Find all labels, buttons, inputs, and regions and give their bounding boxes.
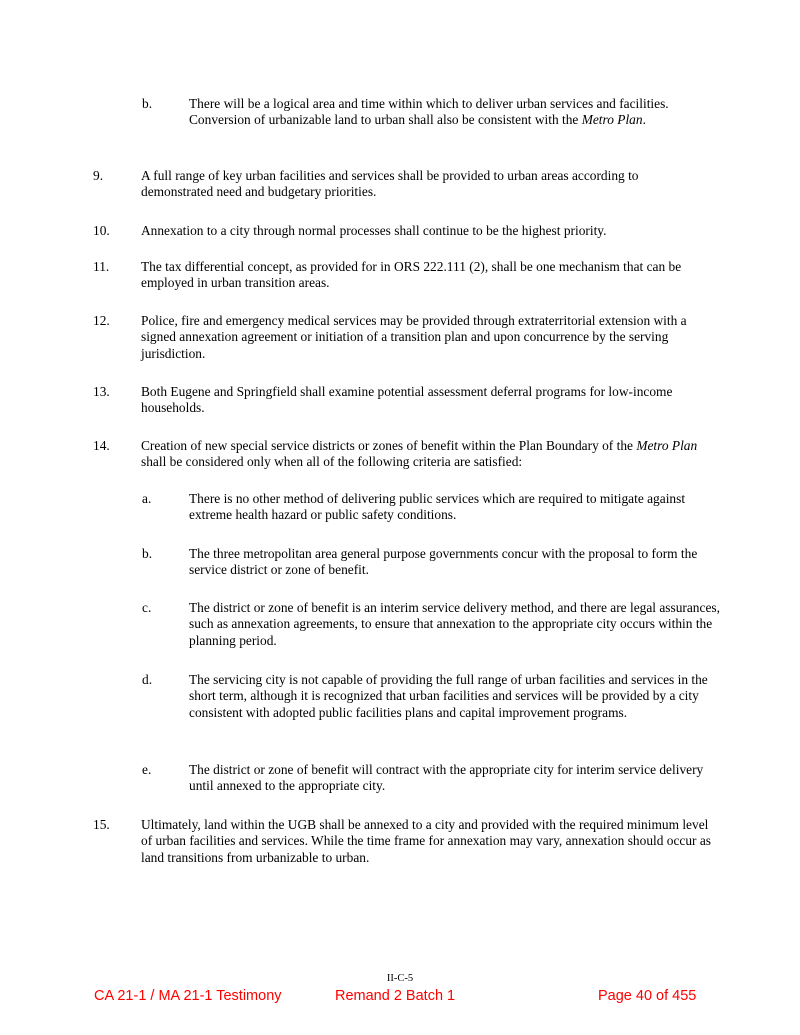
item-number: b. [142, 546, 153, 561]
item-text: The district or zone of benefit will contract with the appropriate city for interim service delivery until annexed to the appropriate city. [189, 762, 704, 794]
item-text: Creation of new special service districts or zones of benefit within the Plan Boundary of the Metro Plan shall be considered only when all of the following criteria are satisfied: [141, 438, 698, 470]
item-number: b. [142, 96, 153, 111]
item-text: There will be a logical area and time within which to deliver urban services and facilities. Conversion of urbanizable land to urban shall also be consistent with the Metro Plan. [189, 96, 669, 128]
item-text: The servicing city is not capable of providing the full range of urban facilities and services in the short term, although it is recognized that urban facilities and services will be provided by a city consistent with adopted public facilities plans and capital improvement programs. [189, 672, 708, 720]
item-text: Annexation to a city through normal processes shall continue to be the highest priority. [141, 223, 607, 238]
item-number: 9. [93, 168, 104, 183]
item-text: Ultimately, land within the UGB shall be annexed to a city and provided with the required minimum level of urban facilities and services. While the time frame for annexation may vary, annexation should occur as land transitions from urbanizable to urban. [141, 817, 712, 865]
item-text: Both Eugene and Springfield shall examine potential assessment deferral programs for low-income households. [141, 384, 673, 416]
item-number: 13. [93, 384, 110, 399]
metro-plan-italic: Metro Plan [636, 438, 698, 453]
item-number: 10. [93, 223, 110, 238]
item-text: A full range of key urban facilities and services shall be provided to urban areas according to demonstrated need and budgetary priorities. [141, 168, 639, 200]
item-text: The three metropolitan area general purpose governments concur with the proposal to form the service district or zone of benefit. [189, 546, 698, 578]
item-text: There is no other method of delivering public services which are required to mitigate against extreme health hazard or public safety conditions. [189, 491, 686, 523]
footer-center: Remand 2 Batch 1 [335, 988, 456, 1004]
item-number: e. [142, 762, 152, 777]
footer-left: CA 21-1 / MA 21-1 Testimony [94, 988, 282, 1004]
item-number: 12. [93, 313, 110, 328]
item-number: 15. [93, 817, 110, 832]
item-number: d. [142, 672, 153, 687]
metro-plan-italic: Metro Plan [581, 112, 643, 128]
item-text: The tax differential concept, as provided for in ORS 222.111 (2), shall be one mechanism that can be employed in urban transition areas. [141, 259, 682, 291]
item-number: a. [142, 491, 152, 506]
page-number: II-C-5 [386, 973, 414, 984]
item-number: c. [142, 600, 152, 615]
item-text: Police, fire and emergency medical services may be provided through extraterritorial extension with a signed annexation agreement or initiation of a transition plan and upon concurrence by the serving jurisdiction. [141, 313, 687, 361]
footer-right: Page 40 of 455 [598, 988, 697, 1004]
item-text: The district or zone of benefit is an interim service delivery method, and there are legal assurances, such as annexation agreements, to ensure that annexation to the appropriate city occurs within the planning period. [189, 600, 720, 648]
item-number: 11. [93, 259, 110, 274]
item-number: 14. [93, 438, 110, 453]
